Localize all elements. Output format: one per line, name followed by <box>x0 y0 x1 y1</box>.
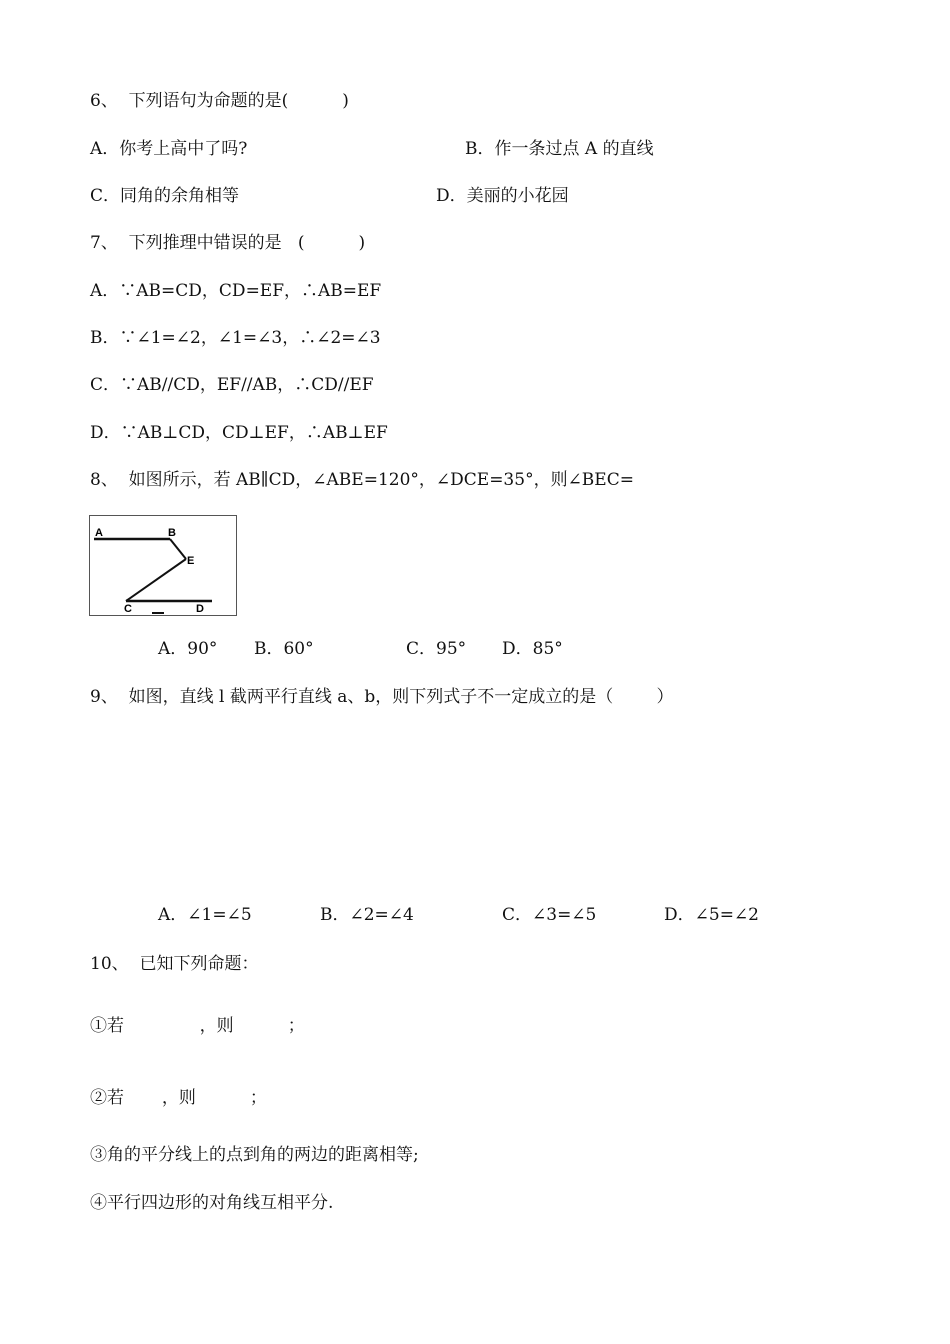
q10-item-1: ①若 ，则 ； <box>90 1016 305 1036</box>
q6-option-a: A．你考上高中了吗? <box>90 139 248 159</box>
q8-option-b: B．60° <box>254 639 314 659</box>
label-e: E <box>187 555 195 567</box>
q6-stem: 6、 下列语句为命题的是( ) <box>90 91 349 111</box>
q8-figure <box>89 515 237 616</box>
q9-option-c: C．∠3=∠5 <box>502 905 597 925</box>
q10-item-4: ④平行四边形的对角线互相平分. <box>90 1193 334 1213</box>
q7-option-c: C．∵AB//CD，EF//AB，∴CD//EF <box>90 375 374 395</box>
q9-option-a: A．∠1=∠5 <box>158 905 252 925</box>
label-a: A <box>95 527 103 539</box>
q7-option-b: B．∵∠1=∠2，∠1=∠3，∴∠2=∠3 <box>90 328 381 348</box>
q10-stem: 10、 已知下列命题： <box>90 954 259 974</box>
q7-option-a: A．∵AB=CD，CD=EF，∴AB=EF <box>90 281 382 301</box>
q10-item-2: ②若 ，则 ； <box>90 1088 267 1108</box>
q8-option-d: D．85° <box>502 639 563 659</box>
q6-option-d: D．美丽的小花园 <box>436 186 569 206</box>
q7-stem: 7、 下列推理中错误的是 ( ) <box>90 233 366 253</box>
label-d: D <box>196 603 204 615</box>
q8-stem: 8、 如图所示，若 AB∥CD，∠ABE=120°，∠DCE=35°，则∠BEC= <box>90 470 634 490</box>
q6-option-b: B．作一条过点 A 的直线 <box>465 139 654 159</box>
q8-figure-diagram <box>90 516 236 615</box>
q9-option-d: D．∠5=∠2 <box>664 905 759 925</box>
q9-option-b: B．∠2=∠4 <box>320 905 414 925</box>
segment-be <box>170 539 186 559</box>
q8-option-c: C．95° <box>406 639 467 659</box>
label-b: B <box>168 527 176 539</box>
q6-option-c: C．同角的余角相等 <box>90 186 240 206</box>
q8-option-a: A．90° <box>158 639 218 659</box>
label-c: C <box>124 603 132 615</box>
segment-ec <box>126 559 186 601</box>
q10-item-3: ③角的平分线上的点到角的两边的距离相等; <box>90 1145 419 1165</box>
q7-option-d: D．∵AB⊥CD，CD⊥EF，∴AB⊥EF <box>90 423 388 443</box>
q9-stem: 9、 如图，直线 l 截两平行直线 a、b，则下列式子不一定成立的是（ ） <box>90 687 674 707</box>
